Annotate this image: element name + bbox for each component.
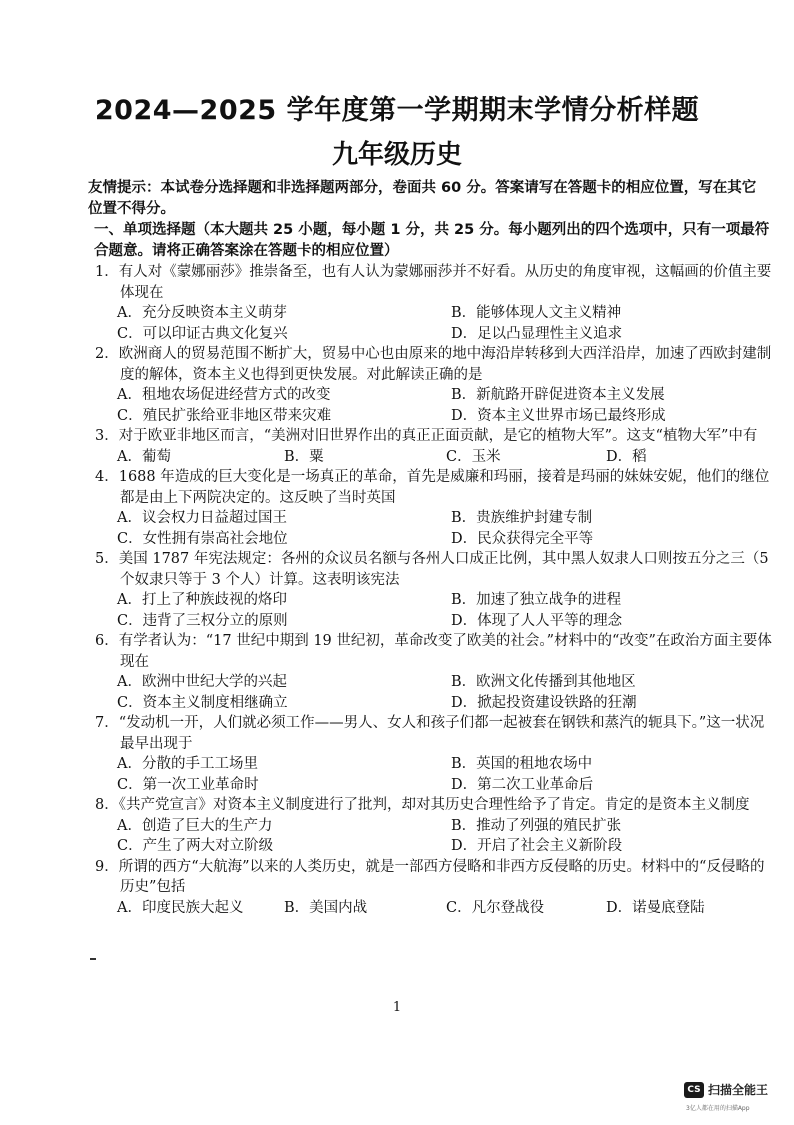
option-d: D．足以凸显理性主义追求 — [451, 325, 623, 342]
question-number: 7． — [95, 715, 119, 731]
scanner-logo — [684, 1081, 768, 1098]
option-a: A．租地农场促进经营方式的改变 — [117, 387, 331, 403]
option-grid — [117, 447, 794, 468]
option-c: C．违背了三权分立的原则 — [117, 612, 288, 629]
option-d: D．稻 — [606, 448, 647, 465]
question-number: 1． — [95, 264, 119, 280]
question — [0, 713, 794, 795]
question — [0, 795, 794, 857]
question-stem: 1．有人对《蒙娜丽莎》推崇备至，也有人认为蒙娜丽莎并不好看。从历史的角度审视，这幅画的价值主要体现在 — [95, 264, 772, 301]
option-d: D．体现了人人平等的理念 — [451, 612, 623, 629]
option-b: B．粟 — [284, 448, 324, 465]
option-grid — [117, 385, 794, 426]
option-grid — [117, 508, 794, 549]
option-grid — [117, 754, 794, 795]
option-a: A．葡萄 — [117, 448, 171, 465]
option-b: B．新航路开辟促进资本主义发展 — [451, 387, 665, 403]
question — [0, 549, 794, 631]
question-stem: 3．对于欧亚非地区而言，“美洲对旧世界作出的真正正面贡献，是它的植物大军”。这支“植物大军”中有 — [95, 428, 758, 444]
section-heading: 一、单项选择题（本大题共 25 小题，每小题 1 分，共 25 分。每小题列出的四个选项中，只有一项最符合题意。请将正确答案涂在答题卡的相应位置） — [94, 222, 770, 259]
option-c: C．可以印证古典文化复兴 — [117, 325, 288, 342]
option-grid — [117, 816, 794, 857]
question-stem: 5．美国 1787 年宪法规定：各州的众议员名额与各州人口成正比例，其中黑人奴隶人口则按五分之三（5 个奴隶只等于 3 个人）计算。这表明该宪法 — [95, 551, 769, 588]
option-grid — [117, 303, 794, 344]
question-number: 8． — [95, 797, 119, 813]
friendly-tip: 友情提示：本试卷分选择题和非选择题两部分，卷面共 60 分。答案请写在答题卡的相应位置，写在其它位置不得分。 — [88, 180, 757, 217]
option-b: B．英国的租地农场中 — [451, 756, 593, 772]
question-list — [0, 262, 794, 918]
option-grid — [117, 898, 794, 919]
option-d: D．第二次工业革命后 — [451, 776, 594, 793]
option-a: A．充分反映资本主义萌芽 — [117, 305, 287, 321]
option-grid — [117, 590, 794, 631]
question-number: 6． — [95, 633, 119, 649]
scanner-app-name: 扫描全能王 — [708, 1083, 769, 1097]
option-a: A．欧洲中世纪大学的兴起 — [117, 674, 287, 690]
option-b: B．欧洲文化传播到其他地区 — [451, 674, 636, 690]
option-b: B．能够体现人文主义精神 — [451, 305, 622, 321]
page-number: 1 — [392, 1000, 402, 1015]
question — [0, 857, 794, 919]
question-number: 5． — [95, 551, 119, 567]
option-c: C．资本主义制度相继确立 — [117, 694, 288, 711]
option-c: C．产生了两大对立阶级 — [117, 838, 274, 854]
question-number: 4． — [95, 469, 119, 485]
option-b: B．推动了列强的殖民扩张 — [451, 817, 622, 834]
question-stem: 4．1688 年造成的巨大变化是一场真正的革命，首先是威廉和玛丽，接着是玛丽的妹妹安妮，他们的继位都是由上下两院决定的。这反映了当时英国 — [95, 469, 770, 506]
question — [0, 262, 794, 344]
option-b: B．加速了独立战争的进程 — [451, 592, 622, 608]
question — [0, 631, 794, 713]
option-b: B．贵族维护封建专制 — [451, 510, 593, 526]
option-c: C．殖民扩张给亚非地区带来灾难 — [117, 407, 332, 424]
option-a: A．创造了巨大的生产力 — [117, 817, 273, 834]
option-a: A．分散的手工工场里 — [117, 756, 258, 772]
option-a: A．议会权力日益超过国王 — [117, 510, 287, 526]
option-d: D．资本主义世界市场已最终形成 — [451, 407, 666, 424]
question-stem: 6．有学者认为：“17 世纪中期到 19 世纪初，革命改变了欧美的社会。”材料中的“改变”在政治方面主要体现在 — [95, 633, 772, 670]
option-grid — [117, 672, 794, 713]
option-c: C．第一次工业革命时 — [117, 776, 259, 793]
scanner-tagline: 3亿人都在用的扫描App — [686, 1105, 750, 1112]
option-a: A．打上了种族歧视的烙印 — [117, 592, 287, 608]
question-stem: 7．“发动机一开，人们就必须工作——男人、女人和孩子们都一起被套在钢铁和蒸汽的轭具下。”这一状况最早出现于 — [95, 715, 765, 752]
scanner-logo-icon: CS — [684, 1082, 704, 1098]
option-c: C．玉米 — [446, 448, 501, 465]
option-d: D．诺曼底登陆 — [606, 899, 705, 916]
option-d: D．开启了社会主义新阶段 — [451, 838, 623, 854]
exam-title: 2024—2025 学年度第一学期期末学情分析样题 — [94, 95, 700, 126]
option-a: A．印度民族大起义 — [117, 899, 244, 916]
question — [0, 426, 794, 467]
question-number: 9． — [95, 858, 119, 875]
option-b: B．美国内战 — [284, 899, 368, 916]
question-stem: 8．《共产党宣言》对资本主义制度进行了批判，却对其历史合理性给予了肯定。肯定的是资本主义制度 — [95, 797, 750, 813]
question — [0, 344, 794, 426]
question-stem: 9．所谓的西方“大航海”以来的人类历史，就是一部西方侵略和非西方反侵略的历史。材料中的“反侵略的历史”包括 — [95, 858, 765, 895]
option-c: C．女性拥有崇高社会地位 — [117, 530, 288, 547]
question — [0, 467, 794, 549]
option-d: D．掀起投资建设铁路的狂潮 — [451, 694, 637, 711]
scan-mark — [90, 958, 96, 960]
question-number: 2． — [95, 346, 119, 362]
question-stem: 2．欧洲商人的贸易范围不断扩大，贸易中心也由原来的地中海沿岸转移到大西洋沿岸，加速了西欧封建制度的解体，资本主义也得到更快发展。对此解读正确的是 — [95, 346, 772, 383]
question-number: 3． — [95, 428, 119, 444]
exam-subtitle: 九年级历史 — [331, 140, 462, 170]
option-c: C．凡尔登战役 — [446, 899, 545, 916]
option-d: D．民众获得完全平等 — [451, 530, 594, 547]
